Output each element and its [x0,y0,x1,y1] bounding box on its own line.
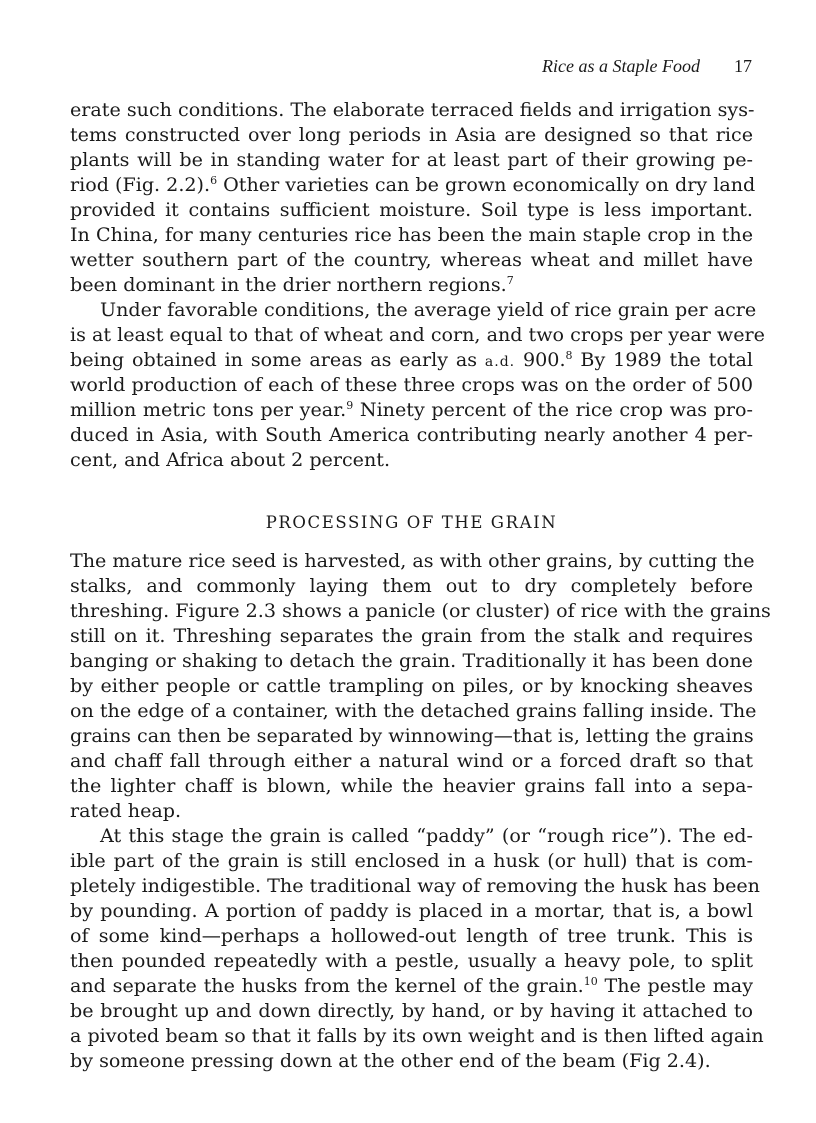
footnote-ref[interactable]: 9 [346,399,354,412]
text-line: then pounded repeatedly with a pestle, usually a heavy pole, to split [70,949,753,972]
body-text-top [70,97,765,472]
body-text-bottom [70,548,771,1073]
text-line: wetter southern part of the country, whereas wheat and millet have [70,248,753,271]
text-line: million metric tons per year.$^9$ Ninety percent of the rice crop was pro- [70,398,754,421]
text-line: riod (Fig. 2.2).$^6$ Other varieties can be grown economically on dry land [70,173,756,196]
text-line: still on it. Threshing separates the grain from the stalk and requires [70,624,753,647]
text-line: is at least equal to that of wheat and corn, and two crops per year were [70,323,765,346]
text-line: grains can then be separated by winnowing—that is, letting the grains [70,724,754,747]
text-line: and chaff fall through either a natural wind or a forced draft so that [70,749,753,772]
footnote-ref[interactable]: 7 [506,274,514,287]
text-line: on the edge of a container, with the detached grains falling inside. The [70,699,757,722]
text-line: being obtained in some areas as early as a.d. 900.$^8$ By 1989 the total [70,348,754,371]
footnote-ref[interactable]: 10 [583,975,598,988]
text-line: a pivoted beam so that it falls by its own weight and is then lifted again [70,1024,764,1047]
text-line: by someone pressing down at the other end of the beam (Fig 2.4). [70,1049,711,1072]
footnote-ref[interactable]: 8 [565,349,573,362]
text-line: rated heap. [70,799,182,822]
text-line: threshing. Figure 2.3 shows a panicle (or cluster) of rice with the grains [70,599,771,622]
text-line: erate such conditions. The elaborate terraced fields and irrigation sys- [70,98,755,121]
text-line: been dominant in the drier northern regions.$^7$ [70,273,514,296]
text-line: world production of each of these three crops was on the order of 500 [70,373,753,396]
text-line: of some kind—perhaps a hollowed-out length of tree trunk. This is [70,924,753,947]
text-line: be brought up and down directly, by hand, or by having it attached to [70,999,753,1022]
text-line: the lighter chaff is blown, while the heavier grains fall into a sepa- [70,774,753,797]
era-smallcaps: a.d. [484,354,516,370]
page-number: 17 [734,56,752,76]
section-heading: PROCESSING OF THE GRAIN [265,513,558,532]
text-line: plants will be in standing water for at least part of their growing pe- [70,148,753,171]
text-line: cent, and Africa about 2 percent. [70,448,391,471]
text-line: pletely indigestible. The traditional way of removing the husk has been [70,874,760,897]
text-line: At this stage the grain is called “paddy” (or “rough rice”). The ed- [100,824,753,847]
text-line: ible part of the grain is still enclosed in a husk (or hull) that is com- [70,849,753,872]
text-line: tems constructed over long periods in Asia are designed so that rice [70,123,753,146]
running-head-title: Rice as a Staple Food [542,56,700,76]
text-line: The mature rice seed is harvested, as with other grains, by cutting the [70,549,755,572]
footnote-ref[interactable]: 6 [210,174,218,187]
text-line: banging or shaking to detach the grain. Traditionally it has been done [70,649,753,672]
text-line: and separate the husks from the kernel of the grain.$^{10}$ The pestle may [70,974,753,997]
text-line: In China, for many centuries rice has been the main staple crop in the [70,223,753,246]
text-line: provided it contains sufficient moisture. Soil type is less important. [70,198,753,221]
text-line: by either people or cattle trampling on piles, or by knocking sheaves [70,674,753,697]
text-line: duced in Asia, with South America contributing nearly another 4 per- [70,423,753,446]
running-head [542,56,752,77]
text-line: by pounding. A portion of paddy is placed in a mortar, that is, a bowl [70,899,753,922]
text-line: Under favorable conditions, the average yield of rice grain per acre [100,298,757,321]
text-line: stalks, and commonly laying them out to dry completely before [70,574,753,597]
